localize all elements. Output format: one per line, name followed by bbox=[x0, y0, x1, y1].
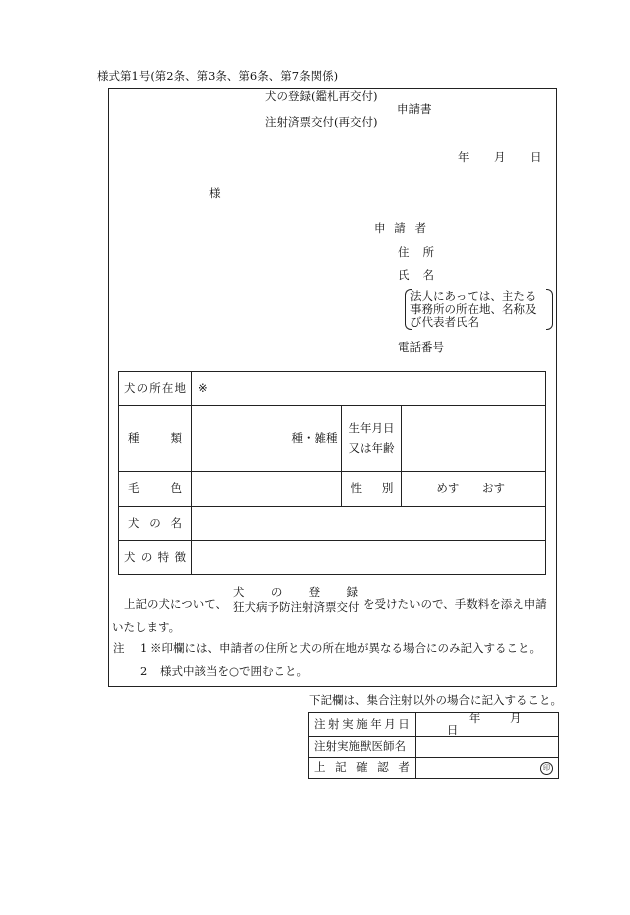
corporate-note-line: 法人にあっては、主たる bbox=[410, 289, 537, 303]
coat-label: 毛 色 bbox=[128, 481, 182, 496]
statement-line2: いたします。 bbox=[112, 620, 181, 634]
age-label-line: 又は年齢 bbox=[348, 440, 395, 455]
vax-date-day: 日 bbox=[446, 722, 459, 737]
lower-caption: 下記欄は、集合注射以外の場合に記入すること。 bbox=[309, 693, 562, 707]
asterisk-mark: ※ bbox=[197, 380, 208, 395]
vet-name-field[interactable] bbox=[415, 737, 558, 758]
breed-placeholder: 種・雑種 bbox=[291, 430, 338, 445]
table-row bbox=[119, 507, 546, 541]
dob-field[interactable] bbox=[402, 406, 546, 472]
dog-name-field[interactable] bbox=[191, 507, 545, 541]
title-suffix: 申請書 bbox=[397, 102, 432, 116]
table-row bbox=[309, 737, 559, 758]
features-label: 犬 の 特 徴 bbox=[124, 549, 186, 564]
statement-option-vaccination[interactable]: 狂犬病予防注射済票交付 bbox=[233, 600, 360, 614]
breed-label-cell bbox=[119, 406, 192, 472]
breed-field[interactable] bbox=[191, 406, 341, 472]
confirmer-field[interactable] bbox=[415, 758, 558, 779]
phone-label: 電話番号 bbox=[398, 340, 444, 354]
sex-option-female[interactable]: めす bbox=[436, 481, 460, 496]
sex-option-male[interactable]: おす bbox=[482, 481, 506, 496]
table-row bbox=[309, 713, 559, 737]
coat-color-field[interactable] bbox=[191, 472, 341, 507]
vax-date-year: 年 bbox=[468, 711, 481, 725]
right-bracket bbox=[546, 289, 553, 330]
dob-label-cell bbox=[342, 406, 402, 472]
addressee-honorific[interactable]: 様 bbox=[209, 186, 221, 200]
dog-location-field[interactable] bbox=[191, 372, 545, 406]
dog-name-label: 犬 の 名 bbox=[128, 515, 182, 530]
vax-date-month: 月 bbox=[509, 711, 522, 725]
confirmer-label-cell bbox=[309, 758, 416, 779]
statement-part2: を受けたいので、手数料を添え申請 bbox=[363, 597, 547, 611]
statement-part1: 上記の犬について、 bbox=[124, 597, 228, 611]
applicant-label: 申 請 者 bbox=[374, 221, 426, 235]
dog-name-label-cell bbox=[119, 507, 192, 541]
note2-number: 2 bbox=[140, 664, 148, 678]
note1-text: ※印欄には、申請者の住所と犬の所在地が異なる場合にのみ記入すること。 bbox=[150, 641, 541, 655]
table-row bbox=[119, 372, 546, 406]
corporate-note-line: び代表者氏名 bbox=[410, 315, 479, 329]
form-number-header: 様式第1号(第2条、第3条、第6条、第7条関係) bbox=[97, 69, 339, 83]
notes-label: 注 bbox=[113, 641, 125, 655]
date-day[interactable]: 日 bbox=[530, 150, 542, 164]
table-row bbox=[119, 406, 546, 472]
table-row bbox=[119, 541, 546, 575]
note1-number: 1 bbox=[140, 641, 148, 655]
dob-label-line: 生年月日 bbox=[348, 420, 395, 435]
corporate-note bbox=[405, 289, 553, 330]
vet-name-label: 注射実施獣医師名 bbox=[314, 739, 406, 754]
vaccination-date-field[interactable] bbox=[415, 713, 558, 737]
table-row bbox=[119, 472, 546, 507]
title-dog-registration: 犬の登録(鑑札再交付) bbox=[265, 89, 378, 103]
applicant-address-label: 住 所 bbox=[398, 245, 434, 259]
dog-info-table bbox=[118, 371, 546, 575]
note2-text: 様式中該当を○で囲むこと。 bbox=[160, 664, 309, 678]
sex-field bbox=[402, 472, 546, 507]
date-month[interactable]: 月 bbox=[494, 150, 506, 164]
coat-label-cell bbox=[119, 472, 192, 507]
seal-mark: 印 bbox=[540, 762, 553, 775]
title-vaccination-tag: 注射済票交付(再交付) bbox=[265, 115, 378, 129]
vaccination-record-table bbox=[308, 712, 559, 779]
corporate-note-line: 事務所の所在地、名称及 bbox=[410, 302, 537, 316]
applicant-name-label: 氏 名 bbox=[398, 268, 434, 282]
vaccination-date-label: 注 射 実 施 年 月 日 bbox=[314, 716, 410, 731]
vaccination-date-label-cell bbox=[309, 713, 416, 737]
vet-name-label-cell bbox=[309, 737, 416, 758]
confirmer-label: 上 記 確 認 者 bbox=[314, 760, 410, 775]
dog-features-field[interactable] bbox=[191, 541, 545, 575]
location-label-cell bbox=[119, 372, 192, 406]
date-year[interactable]: 年 bbox=[458, 150, 470, 164]
table-row bbox=[309, 758, 559, 779]
sex-label-cell bbox=[342, 472, 402, 507]
location-label: 犬 の 所 在 地 bbox=[124, 380, 186, 395]
statement-option-registration[interactable]: 犬 の 登 録 bbox=[233, 585, 358, 599]
sex-label: 性 別 bbox=[350, 481, 394, 496]
breed-label: 種 類 bbox=[128, 430, 182, 445]
features-label-cell bbox=[119, 541, 192, 575]
